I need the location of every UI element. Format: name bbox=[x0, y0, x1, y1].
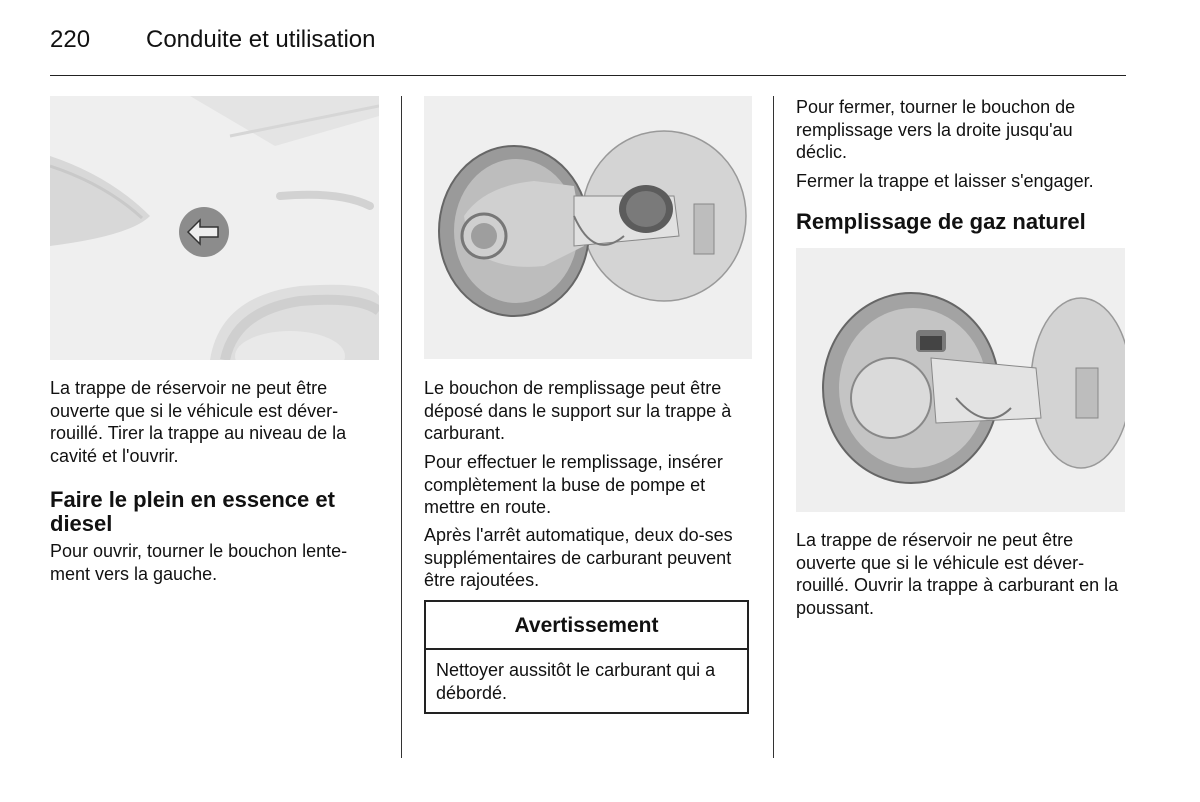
col1-paragraph-2: Pour ouvrir, tourner le bouchon lente-ment vers la gauche. bbox=[50, 541, 348, 584]
warning-title: Avertissement bbox=[426, 602, 747, 650]
header-rule bbox=[50, 75, 1126, 76]
open-fuel-flap-illustration bbox=[424, 96, 752, 359]
figure-open-fuel-flap bbox=[424, 96, 752, 359]
col2-paragraph-1: Le bouchon de remplissage peut être déposé dans le support sur la trappe à carburant. bbox=[424, 378, 732, 443]
figure-car-fuel-flap bbox=[50, 96, 379, 360]
col3-heading: Remplissage de gaz naturel bbox=[796, 209, 1086, 234]
col2-paragraph-3: Après l'arrêt automatique, deux do-ses supplémentaires de carburant peuvent être rajoutées. bbox=[424, 525, 733, 590]
col1-heading: Faire le plein en essence et diesel bbox=[50, 487, 335, 536]
cng-flap-illustration bbox=[796, 248, 1125, 512]
warning-text: Nettoyer aussitôt le carburant qui a débordé. bbox=[436, 660, 716, 703]
page-number: 220 bbox=[50, 26, 91, 53]
chapter-title: Conduite et utilisation bbox=[146, 26, 376, 53]
col3-paragraph-1: Pour fermer, tourner le bouchon de remplissage vers la droite jusqu'au déclic. bbox=[796, 97, 1076, 162]
col3-paragraph-2: Fermer la trappe et laisser s'engager. bbox=[796, 171, 1094, 191]
col3-paragraph-3: La trappe de réservoir ne peut être ouverte que si le véhicule est déver-rouillé. Ouvrir la trappe à carburant en la poussant. bbox=[796, 530, 1119, 618]
col1-paragraph-1: La trappe de réservoir ne peut être ouverte que si le véhicule est déver-rouillé. Tirer la trappe au niveau de la cavité et l'ouvrir. bbox=[50, 378, 347, 466]
warning-box bbox=[424, 600, 749, 714]
column-divider-1 bbox=[401, 96, 402, 758]
figure-cng-flap bbox=[796, 248, 1125, 512]
col2-paragraph-2: Pour effectuer le remplissage, insérer complètement la buse de pompe et mettre en route. bbox=[424, 452, 723, 517]
car-rear-illustration bbox=[50, 96, 379, 360]
column-divider-2 bbox=[773, 96, 774, 758]
